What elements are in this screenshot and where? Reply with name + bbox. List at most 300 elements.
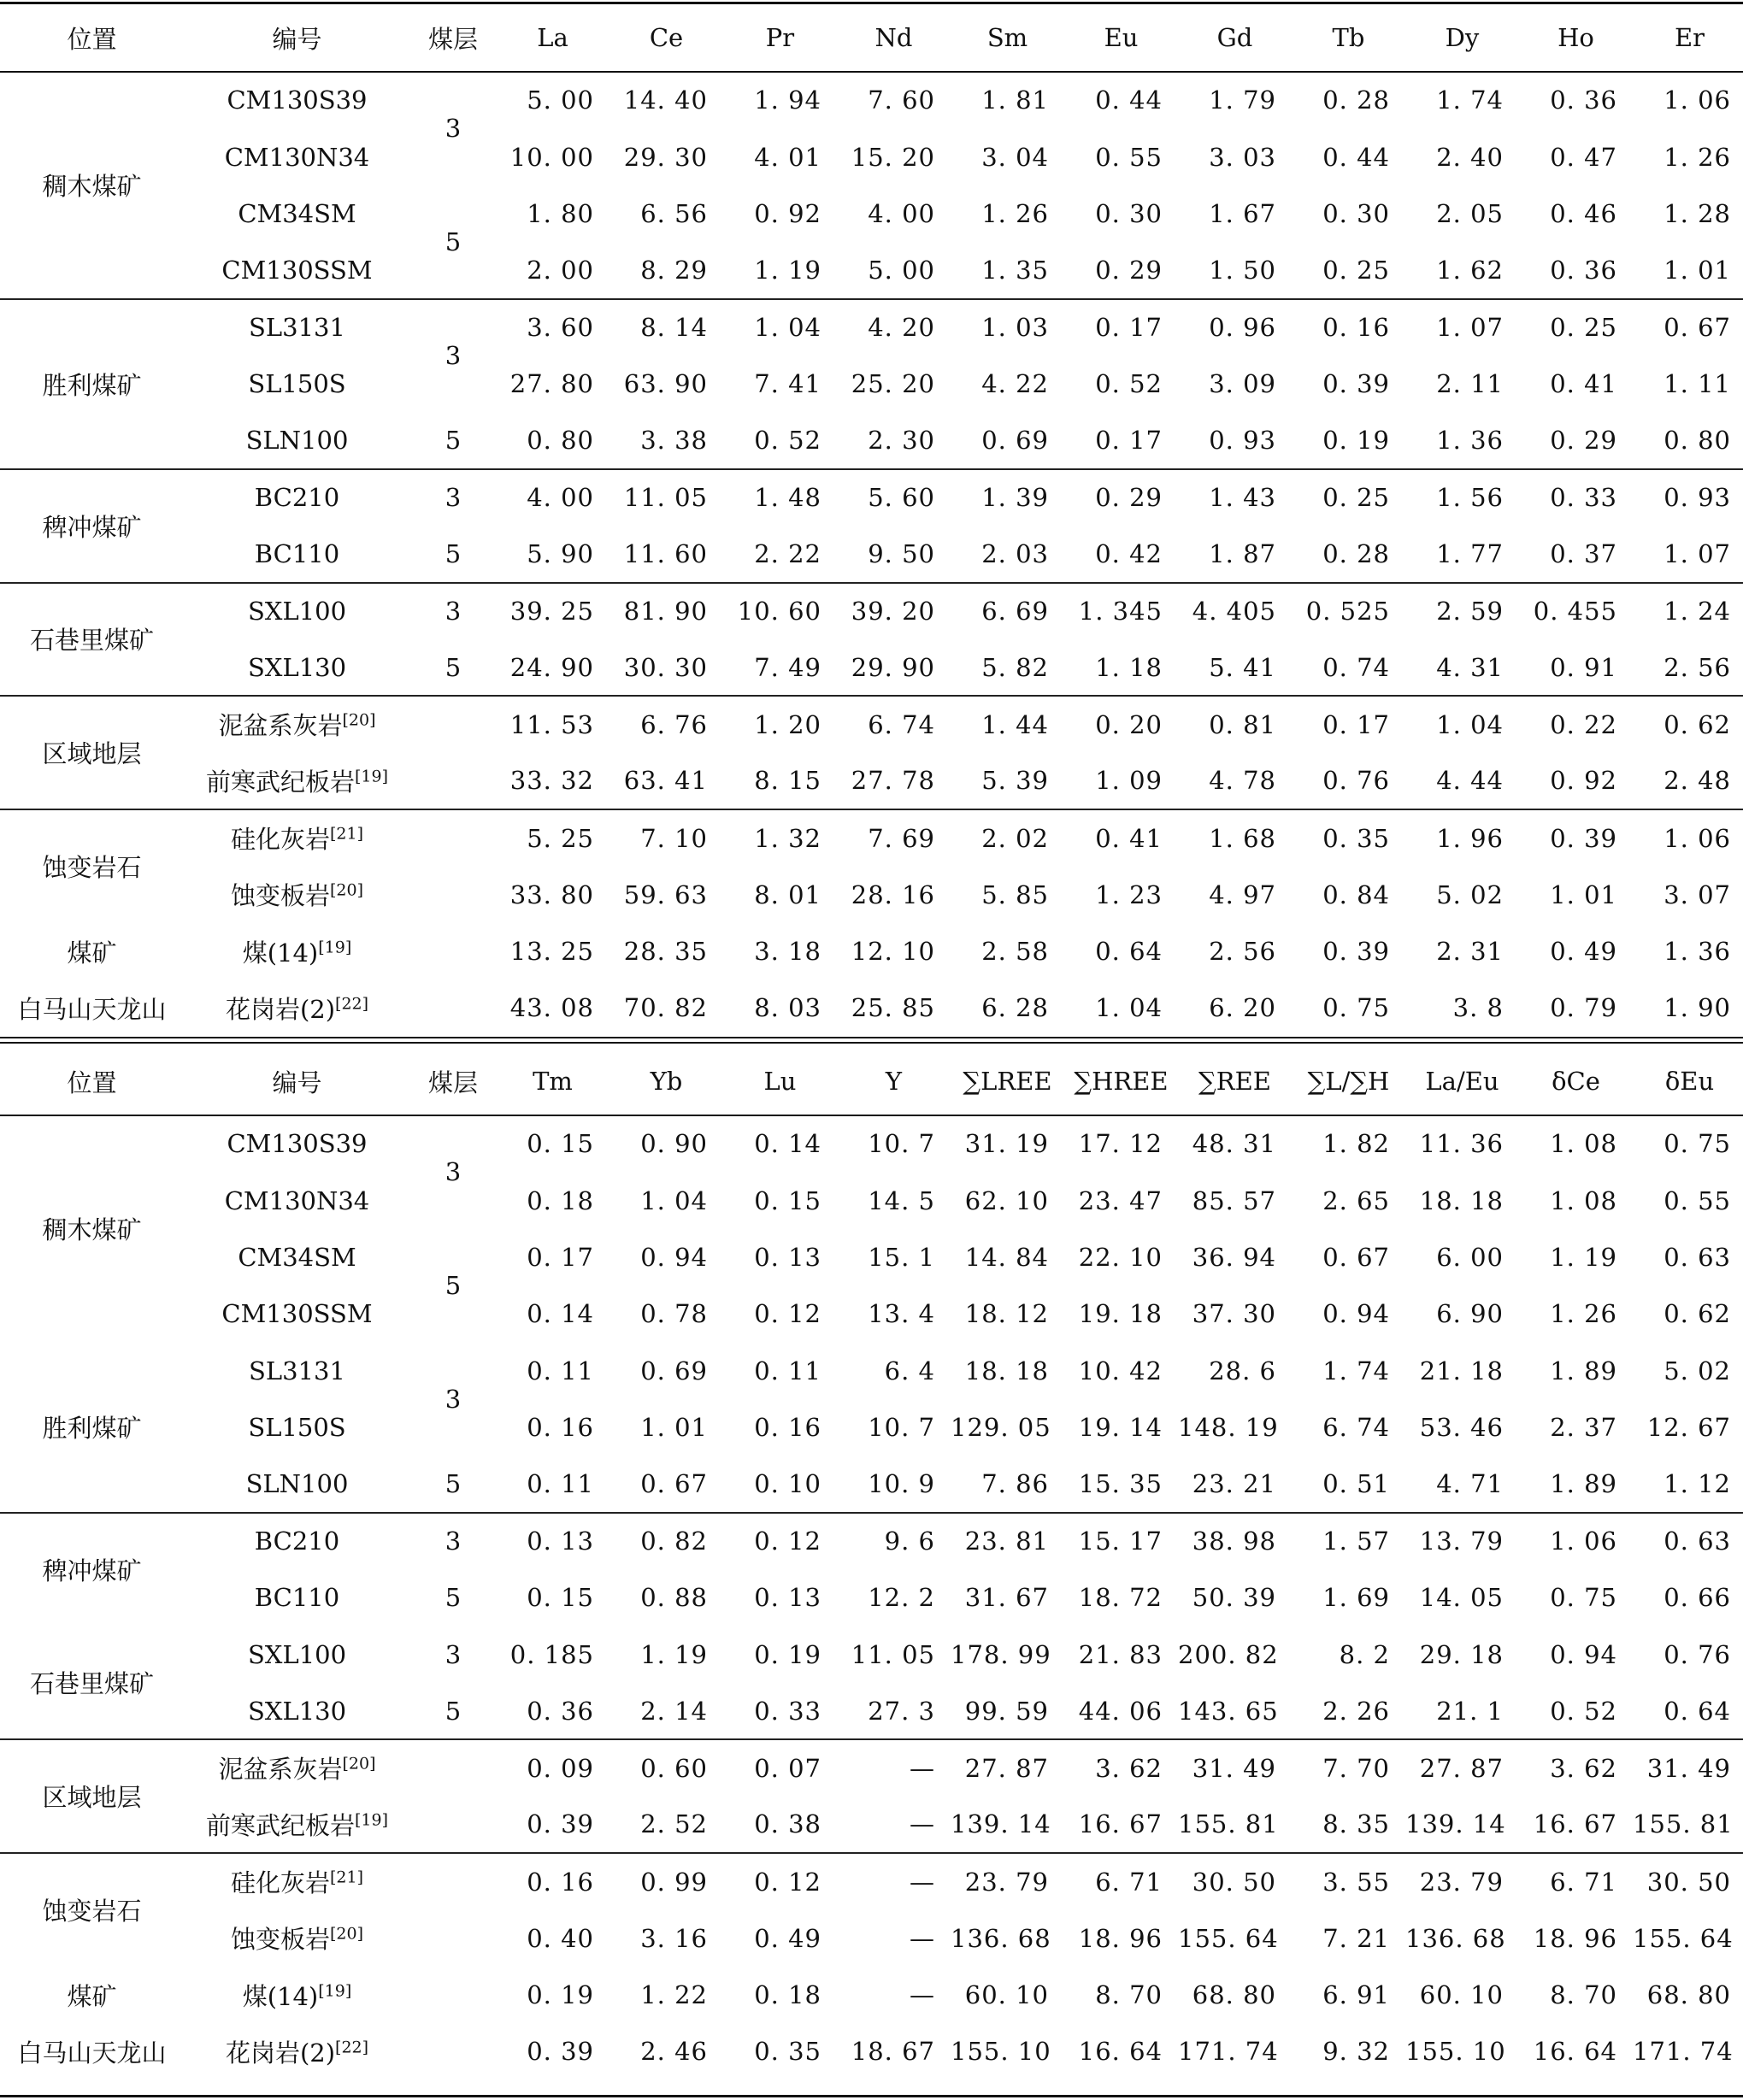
coal-seam-cell [410,1739,496,1796]
value-cell: 1. 48 [723,469,837,526]
value-cell: 0. 11 [527,1469,594,1499]
value-cell: 1. 06 [1664,85,1731,115]
value-cell: 0. 64 [1095,937,1163,967]
value-cell: 2. 22 [754,538,821,568]
table-row [0,242,1743,298]
value-cell: 2. 58 [981,937,1049,967]
coal-seam-cell [410,753,496,809]
value-cell: 18. 67 [851,2037,935,2067]
reference-mark: [20] [330,880,364,900]
coal-seam-cell: 3 [410,469,496,526]
value-cell: 4. 44 [1436,766,1504,796]
value-cell: 6. 91 [1322,1980,1390,2010]
value-cell: 0. 49 [754,1923,821,1953]
value-cell: 9. 6 [837,1513,951,1569]
value-cell: 0. 29 [1550,426,1617,456]
value-cell: 1. 35 [981,255,1049,285]
value-cell: 1. 96 [1405,809,1519,866]
sample-id: BC110 [254,1583,340,1613]
value-cell: 0. 55 [1095,142,1163,172]
sample-id: 煤(14) [242,1981,319,2011]
value-cell: 171. 74 [1178,2037,1279,2067]
table2-header-10: ∑L/∑H [1307,1067,1390,1096]
location-cell: 稠木煤矿 [42,1215,142,1245]
coal-seam-cell: 3 [445,114,462,144]
coal-seam-cell [410,1909,496,1966]
table2-header-2: 煤层 [427,1068,478,1097]
table1-header-4: Ce [649,23,684,52]
value-cell: 0. 46 [1550,198,1617,228]
table1-header-6: Nd [874,23,913,52]
value-cell: 27. 87 [951,1739,1064,1796]
value-cell: 10. 00 [509,142,594,172]
value-cell: 1. 19 [1550,1242,1617,1272]
value-cell: 68. 80 [1192,1980,1276,2010]
value-cell: — [910,1809,935,1839]
value-cell: 5. 90 [527,538,594,568]
value-cell: 1. 23 [1095,879,1163,909]
value-cell: 14. 40 [623,85,708,115]
mid-rule-a [0,1037,1743,1038]
value-cell: 139. 14 [951,1809,1051,1839]
value-cell: 7. 60 [868,85,935,115]
value-cell: 11. 05 [851,1639,935,1669]
table-row [0,696,1743,752]
coal-seam-cell: 5 [445,538,462,568]
value-cell: 5. 82 [981,652,1049,682]
value-cell: 1. 01 [640,1413,708,1443]
value-cell: 0. 82 [609,1513,723,1569]
location-cell: 区域地层 [0,696,184,809]
coal-seam-cell: 5 [445,426,462,456]
value-cell: 1. 69 [1322,1583,1390,1613]
value-cell: 7. 70 [1292,1739,1405,1796]
sample-id: CM130SSM [221,255,373,285]
value-cell: 59. 63 [623,879,708,909]
value-cell: 6. 69 [951,583,1064,639]
value-cell: 29. 30 [623,142,708,172]
value-cell: 155. 64 [1178,1923,1279,1953]
sample-id-cell [184,1115,410,1172]
value-cell: 0. 30 [1322,198,1390,228]
coal-seam-cell [410,923,496,979]
value-cell: 0. 94 [640,1242,708,1272]
value-cell: 3. 03 [1209,142,1276,172]
value-cell: 16. 64 [1533,2037,1617,2067]
value-cell: 0. 16 [754,1413,821,1443]
value-cell: 4. 31 [1436,652,1504,682]
value-cell: 16. 64 [1078,2037,1163,2067]
value-cell: 6. 71 [1064,1853,1178,1909]
value-cell: 1. 04 [1095,993,1163,1023]
table-row [0,1683,1743,1739]
value-cell: 1. 28 [1664,198,1731,228]
value-cell: 0. 49 [1550,937,1617,967]
value-cell: 0. 16 [1292,299,1405,356]
table1-header-12: Ho [1558,23,1594,52]
table1-header-13: Er [1674,23,1705,52]
sample-id: BC110 [254,538,340,568]
value-cell: 6. 20 [1209,993,1276,1023]
table2-header-12: δCe [1552,1067,1600,1096]
value-cell: 0. 19 [754,1639,821,1669]
value-cell: 2. 56 [1209,937,1276,967]
value-cell: 22. 10 [1078,1242,1163,1272]
table1-header-2: 煤层 [427,24,478,54]
value-cell: 13. 4 [868,1299,935,1329]
value-cell: 200. 82 [1178,1639,1279,1669]
table-row [0,72,1743,128]
reference-mark: [19] [318,1980,352,2000]
value-cell: 11. 36 [1419,1129,1504,1159]
table-row [0,128,1743,185]
value-cell: 5. 60 [837,469,951,526]
value-cell: 5. 85 [981,879,1049,909]
value-cell: 4. 01 [754,142,821,172]
table1-header-1: 编号 [272,24,322,54]
value-cell: 1. 87 [1209,538,1276,568]
value-cell: 7. 21 [1322,1923,1390,1953]
table-row [0,1456,1743,1512]
table-row [0,1797,1743,1853]
value-cell: 7. 49 [754,652,821,682]
value-cell: 2. 05 [1436,198,1504,228]
table1-header-8: Eu [1104,23,1139,52]
value-cell: 11. 60 [623,538,708,568]
sample-id-cell [184,1909,410,1966]
value-cell: 28. 35 [623,937,708,967]
value-cell: 0. 75 [1664,1129,1731,1159]
value-cell: 0. 93 [1209,426,1276,456]
value-cell: 12. 67 [1646,1413,1731,1443]
value-cell: 3. 38 [640,426,708,456]
value-cell: 2. 46 [640,2037,708,2067]
sample-id-cell [184,923,410,979]
value-cell: 0. 92 [1550,766,1617,796]
table2-header-6: Y [885,1067,903,1096]
table-row [0,979,1743,1036]
location-cell: 稗冲煤矿 [0,1513,184,1626]
value-cell: 129. 05 [951,1413,1051,1443]
value-cell: 3. 8 [1452,993,1504,1023]
value-cell: 0. 17 [527,1242,594,1272]
coal-seam-cell: 5 [445,1271,462,1301]
sample-id-cell [184,2023,410,2079]
value-cell: 23. 21 [1192,1469,1276,1499]
value-cell: 23. 79 [951,1853,1064,1909]
value-cell: 13. 79 [1405,1513,1519,1569]
table-row [0,1399,1743,1456]
value-cell: 1. 11 [1664,369,1731,399]
sample-id: SLN100 [245,426,349,456]
value-cell: 3. 55 [1292,1853,1405,1909]
reference-mark: [21] [330,824,364,844]
table-row [0,583,1743,639]
sample-id-cell [184,1569,410,1626]
value-cell: 13. 25 [509,937,594,967]
value-cell: 14. 5 [868,1185,935,1215]
value-cell: 33. 80 [509,879,594,909]
value-cell: 2. 26 [1322,1696,1390,1726]
sample-id: SL3131 [249,313,345,343]
sample-id-cell [184,185,410,242]
sample-id: CM130N34 [224,1185,370,1215]
value-cell: 43. 08 [509,993,594,1023]
sample-id-cell [184,1513,410,1569]
value-cell: 1. 08 [1550,1129,1617,1159]
value-cell: 0. 13 [754,1583,821,1613]
ree-table-part1 [0,3,1743,1037]
value-cell: 31. 49 [1178,1739,1292,1796]
table1-header-11: Dy [1445,23,1480,52]
value-cell: 0. 28 [1322,85,1390,115]
table2-header-5: Lu [763,1067,797,1096]
table-row [0,809,1743,866]
value-cell: 1. 07 [1664,538,1731,568]
value-cell: 155. 81 [1178,1809,1279,1839]
value-cell: 1. 01 [1550,879,1617,909]
sample-id-cell [184,1626,410,1683]
sample-id: 蚀变板岩 [230,881,330,911]
value-cell: 27. 3 [868,1696,935,1726]
sample-id: SL150S [248,1413,346,1443]
value-cell: 53. 46 [1419,1413,1504,1443]
value-cell: 0. 15 [754,1185,821,1215]
value-cell: 28. 6 [1209,1356,1276,1385]
sample-id: CM130S39 [227,1129,368,1159]
sample-id-cell [184,639,410,696]
value-cell: 0. 67 [640,1469,708,1499]
value-cell: 0. 41 [1064,809,1178,866]
value-cell: 8. 14 [609,299,723,356]
value-cell: 0. 16 [496,1853,609,1909]
value-cell: 1. 04 [1405,696,1519,752]
reference-mark: [19] [355,767,389,786]
table-row [0,526,1743,582]
value-cell: 18. 72 [1078,1583,1163,1613]
value-cell: 0. 15 [527,1583,594,1613]
location-cell: 石巷里煤矿 [29,1668,154,1698]
value-cell: 3. 04 [981,142,1049,172]
ree-table-part2 [0,1047,1743,2080]
value-cell: 0. 52 [754,426,821,456]
value-cell: 3. 09 [1209,369,1276,399]
value-cell: 0. 15 [527,1129,594,1159]
table1-header-5: Pr [765,23,795,52]
value-cell: 11. 53 [496,696,609,752]
location-cell: 稗冲煤矿 [0,469,184,583]
value-cell: 0. 75 [1550,1583,1617,1613]
value-cell: 25. 20 [851,369,935,399]
value-cell: 0. 19 [1322,426,1390,456]
value-cell: 70. 82 [623,993,708,1023]
value-cell: 68. 80 [1646,1980,1731,2010]
value-cell: 155. 64 [1633,1923,1734,1953]
value-cell: 24. 90 [509,652,594,682]
sample-id-cell [184,1343,410,1399]
value-cell: 0. 14 [754,1129,821,1159]
value-cell: 0. 67 [1633,299,1743,356]
location-cell: 石巷里煤矿 [0,583,184,697]
value-cell: 0. 12 [754,1299,821,1329]
value-cell: 4. 97 [1209,879,1276,909]
table1-header-7: Sm [986,23,1028,52]
value-cell: 0. 88 [640,1583,708,1613]
value-cell: 1. 24 [1633,583,1743,639]
value-cell: 0. 25 [1292,469,1405,526]
sample-id-cell [184,1853,410,1909]
location-cell: 蚀变岩石 [0,809,184,923]
value-cell: 29. 90 [851,652,935,682]
value-cell: 6. 56 [640,198,708,228]
sample-id: 前寒武纪板岩 [205,767,355,797]
value-cell: 0. 62 [1664,1299,1731,1329]
value-cell: 155. 10 [1405,2037,1506,2067]
value-cell: 0. 67 [1322,1242,1390,1272]
value-cell: 1. 26 [981,198,1049,228]
value-cell: 1. 08 [1550,1185,1617,1215]
value-cell: 1. 56 [1405,469,1519,526]
value-cell: 1. 06 [1519,1513,1633,1569]
value-cell: 17. 12 [1078,1129,1163,1159]
value-cell: 0. 62 [1633,696,1743,752]
value-cell: 1. 07 [1405,299,1519,356]
reference-mark: [20] [342,1754,376,1774]
value-cell: 1. 04 [640,1185,708,1215]
value-cell: 50. 39 [1192,1583,1276,1613]
table2-header-4: Yb [650,1067,683,1096]
value-cell: 16. 67 [1533,1809,1617,1839]
value-cell: 0. 33 [754,1696,821,1726]
value-cell: 0. 12 [723,1853,837,1909]
value-cell: 2. 02 [951,809,1064,866]
value-cell: 5. 02 [1664,1356,1731,1385]
sample-id: CM34SM [238,198,356,228]
sample-id: CM130SSM [221,1299,373,1329]
sample-id-cell [184,1739,410,1796]
value-cell: 148. 19 [1178,1413,1279,1443]
table-row [0,1229,1743,1285]
sample-id-cell [184,1967,410,2023]
value-cell: 2. 30 [868,426,935,456]
value-cell: 0. 81 [1178,696,1292,752]
table2-header-11: La/Eu [1425,1067,1499,1096]
value-cell: 0. 07 [723,1739,837,1796]
sample-id-cell [184,72,410,128]
value-cell: 44. 06 [1078,1696,1163,1726]
value-cell: 1. 345 [1064,583,1178,639]
sample-id-cell [184,1456,410,1512]
value-cell: 81. 90 [609,583,723,639]
table1-header-0: 位置 [67,24,117,54]
value-cell: 0. 17 [1095,426,1163,456]
sample-id: SL150S [248,369,346,399]
value-cell: 0. 92 [754,198,821,228]
value-cell: 0. 14 [527,1299,594,1329]
value-cell: 36. 94 [1192,1242,1276,1272]
value-cell: 2. 56 [1664,652,1731,682]
sample-id: 煤(14) [242,938,319,968]
sample-id: SXL130 [247,652,347,682]
value-cell: 2. 14 [640,1696,708,1726]
value-cell: 99. 59 [964,1696,1049,1726]
value-cell: 0. 20 [1064,696,1178,752]
value-cell: 8. 2 [1339,1639,1390,1669]
coal-seam-cell: 3 [445,1384,462,1414]
reference-mark: [20] [342,710,376,730]
value-cell: 0. 63 [1633,1513,1743,1569]
value-cell: 1. 19 [640,1639,708,1669]
value-cell: 60. 10 [1419,1980,1504,2010]
value-cell: 2. 00 [527,255,594,285]
value-cell: 1. 80 [527,198,594,228]
value-cell: 18. 12 [964,1299,1049,1329]
value-cell: 3. 62 [1064,1739,1178,1796]
value-cell: 6. 71 [1519,1853,1633,1909]
value-cell: 0. 60 [609,1739,723,1796]
value-cell: 1. 67 [1209,198,1276,228]
value-cell: 2. 52 [640,1809,708,1839]
value-cell: 0. 94 [1322,1299,1390,1329]
value-cell: 15. 20 [851,142,935,172]
value-cell: 0. 47 [1550,142,1617,172]
value-cell: 0. 455 [1519,583,1633,639]
value-cell: 0. 30 [1095,198,1163,228]
reference-mark: [21] [330,1868,364,1887]
sample-id: SXL100 [247,597,347,626]
value-cell: 0. 44 [1322,142,1390,172]
value-cell: 2. 31 [1436,937,1504,967]
sample-id-cell [184,809,410,866]
value-cell: 18. 18 [1419,1185,1504,1215]
value-cell: 38. 98 [1178,1513,1292,1569]
value-cell: 0. 22 [1519,696,1633,752]
table-row [0,356,1743,412]
sample-id-cell [184,583,410,639]
value-cell: 5. 39 [981,766,1049,796]
table-row [0,1967,1743,2023]
value-cell: 1. 74 [1436,85,1504,115]
table-row [0,1739,1743,1796]
value-cell: 0. 36 [1550,255,1617,285]
value-cell: 19. 14 [1078,1413,1163,1443]
sample-id: 蚀变板岩 [230,1925,330,1955]
table-row [0,1285,1743,1342]
value-cell: 21. 1 [1436,1696,1504,1726]
sample-id: 花岗岩(2) [225,994,336,1024]
value-cell: 15. 17 [1064,1513,1178,1569]
value-cell: 0. 80 [1664,426,1731,456]
value-cell: 10. 60 [723,583,837,639]
value-cell: 0. 42 [1095,538,1163,568]
coal-seam-cell: 3 [445,1639,462,1669]
value-cell: 143. 65 [1178,1696,1279,1726]
table1-header-3: La [537,23,568,52]
sample-id-cell [184,1399,410,1456]
location-cell: 稠木煤矿 [42,171,142,201]
coal-seam-cell: 5 [445,226,462,256]
value-cell: 0. 18 [527,1185,594,1215]
sample-id: 花岗岩(2) [225,2038,336,2068]
value-cell: 0. 40 [527,1923,594,1953]
value-cell: 7. 69 [837,809,951,866]
value-cell: 0. 39 [1322,937,1390,967]
value-cell: 5. 00 [868,255,935,285]
value-cell: 1. 90 [1664,993,1731,1023]
value-cell: 14. 84 [964,1242,1049,1272]
value-cell: 1. 36 [1664,937,1731,967]
table-row [0,753,1743,809]
